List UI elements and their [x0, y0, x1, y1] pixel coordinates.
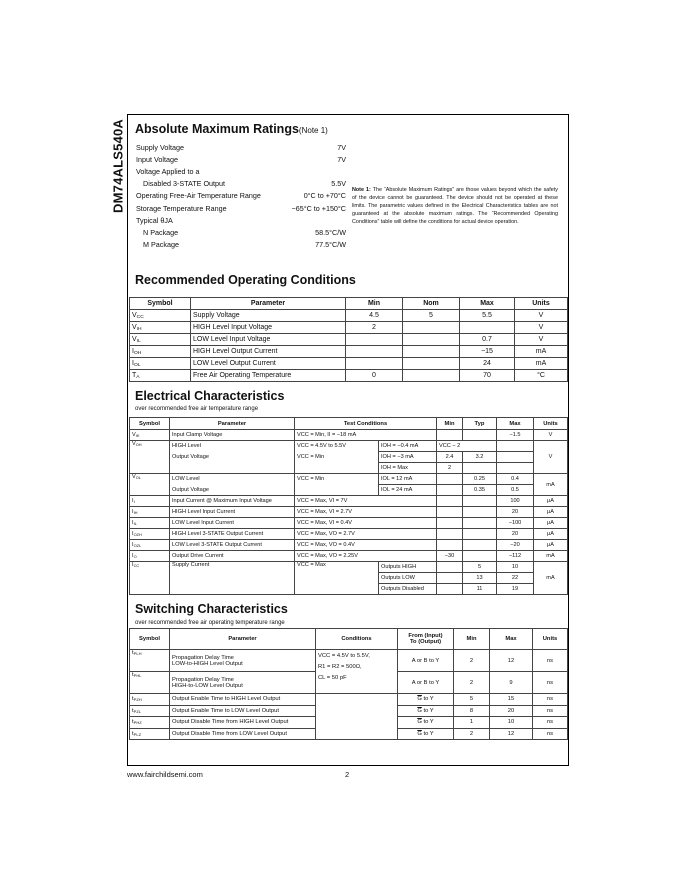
abs-max-row: Disabled 3-STATE Output 5.5V	[143, 179, 346, 189]
col-header: Symbol	[130, 418, 170, 430]
col-header: From (Input) To (Output)	[398, 629, 454, 650]
table-row: IOH HIGH Level Output Current −15 mA	[130, 346, 568, 358]
table-row: tPZH Output Enable Time to HIGH Level Output $\overline{G}$ to Y 5 15 ns	[130, 694, 568, 706]
table-row: VIH HIGH Level Input Voltage 2 V	[130, 322, 568, 334]
abs-max-list	[136, 141, 346, 251]
table-row: tPHZ Output Disable Time from HIGH Level Output $\overline{G}$ to Y 1 10 ns	[130, 717, 568, 729]
col-header: Nom	[403, 298, 460, 310]
col-header: Min	[454, 629, 490, 650]
table-row: VIK Input Clamp Voltage VCC = Min, II = −18 mA −1.5 V	[130, 430, 568, 441]
table-header-row	[130, 298, 568, 310]
abs-max-row: Typical θJA	[136, 215, 173, 225]
table-row: IO Output Drive Current VCC = Max, VO = 2.25V −30 −112 mA	[130, 551, 568, 562]
table-row: ICC Supply Current VCC = Max Outputs HIGH 5 10 mA	[130, 562, 568, 573]
table-row: II Input Current @ Maximum Input Voltage VCC = Max, VI = 7V 100 μA	[130, 496, 568, 507]
col-header: Symbol	[130, 629, 170, 650]
abs-max-row: Storage Temperature Range −65°C to +150°C	[136, 203, 346, 213]
table-row: tPHL Propagation Delay Time HIGH-to-LOW Level Output A or B to Y 2 9 ns	[130, 672, 568, 694]
ec-table	[129, 417, 568, 595]
abs-max-row: Supply Voltage 7V	[136, 142, 346, 152]
col-header: Max	[460, 298, 515, 310]
ec-title: Electrical Characteristics	[135, 389, 285, 403]
table-row: tPLZ Output Disable Time from LOW Level Output $\overline{G}$ to Y 2 12 ns	[130, 728, 568, 740]
col-header: Max	[497, 418, 534, 430]
footer-url[interactable]: www.fairchildsemi.com	[127, 770, 203, 779]
table-header-row	[130, 418, 568, 430]
table-row: IOZL LOW Level 3-STATE Output Current VCC = Max, VO = 0.4V −20 μA	[130, 540, 568, 551]
sc-title: Switching Characteristics	[135, 602, 288, 616]
table-row: VOH HIGH Level VCC = 4.5V to 5.5V IOH = −0.4 mA VCC − 2 V	[130, 441, 568, 452]
col-header: Parameter	[191, 298, 346, 310]
col-header: Typ	[463, 418, 497, 430]
col-header: Max	[490, 629, 533, 650]
table-row: tPLH Propagation Delay Time LOW-to-HIGH Level Output VCC = 4.5V to 5.5V, R1 = R2 = 500Ω, CL = 50 pF A or B to Y 2 12 ns	[130, 650, 568, 672]
roc-title: Recommended Operating Conditions	[135, 273, 356, 287]
table-row: Output Voltage VCC = Min IOH = −3 mA 2.4 3.2	[130, 452, 568, 463]
ec-subtitle: over recommended free air temperature range	[135, 406, 259, 412]
table-row: Outputs LOW 13 22	[130, 573, 568, 584]
note-ref: (Note 1)	[298, 126, 328, 135]
col-header: Conditions	[316, 629, 398, 650]
part-number-side-title: DM74ALS540A	[110, 119, 126, 213]
col-header: Parameter	[170, 629, 316, 650]
table-row: VOL LOW Level VCC = Min IOL = 12 mA 0.25 0.4 mA	[130, 474, 568, 485]
abs-max-row: Voltage Applied to a	[136, 166, 200, 176]
col-header: Parameter	[170, 418, 295, 430]
roc-table	[129, 297, 568, 382]
sc-subtitle: over recommended free air operating temperature range	[135, 620, 285, 626]
table-row: IIL LOW Level Input Current VCC = Max, VI = 0.4V −100 μA	[130, 518, 568, 529]
table-row: TA Free Air Operating Temperature 0 70 °C	[130, 370, 568, 382]
table-row: VIL LOW Level Input Voltage 0.7 V	[130, 334, 568, 346]
abs-max-row: Input Voltage 7V	[136, 154, 346, 164]
col-header: Units	[533, 629, 568, 650]
abs-max-row: N Package 58.5°C/W	[143, 227, 346, 237]
col-header: Test Conditions	[295, 418, 437, 430]
table-row: IIH HIGH Level Input Current VCC = Max, VI = 2.7V 20 μA	[130, 507, 568, 518]
note-1: Note 1: The “Absolute Maximum Ratings” are those values beyond which the safety of the device cannot be guaranteed. The device should not be operated at these limits. The parametric values defined in the Electrical Characteristics tables are not guaranteed at the absolute maximum ratings. The “Recommended Operating Conditions” table will define the conditions for actual device operation.	[352, 187, 558, 225]
col-header: Units	[515, 298, 568, 310]
abs-max-row: Operating Free-Air Temperature Range 0°C to +70°C	[136, 191, 346, 201]
table-row: tPZL Output Enable Time to LOW Level Output $\overline{G}$ to Y 8 20 ns	[130, 705, 568, 717]
col-header: Symbol	[130, 298, 191, 310]
abs-max-title: Absolute Maximum Ratings(Note 1)	[135, 122, 328, 136]
table-header-row	[130, 629, 568, 650]
table-row: IOL LOW Level Output Current 24 mA	[130, 358, 568, 370]
table-row: Outputs Disabled 11 19	[130, 584, 568, 595]
col-header: Units	[534, 418, 568, 430]
table-row: VCC Supply Voltage 4.5 5 5.5 V	[130, 310, 568, 322]
abs-max-row: M Package 77.5°C/W	[143, 240, 346, 250]
table-row: Output Voltage IOL = 24 mA 0.35 0.5	[130, 485, 568, 496]
sc-table	[129, 628, 568, 740]
page-number: 2	[345, 770, 350, 779]
col-header: Min	[437, 418, 463, 430]
table-row: IOH = Max 2	[130, 463, 568, 474]
col-header: Min	[346, 298, 403, 310]
table-row: IOZH HIGH Level 3-STATE Output Current VCC = Max, VO = 2.7V 20 μA	[130, 529, 568, 540]
